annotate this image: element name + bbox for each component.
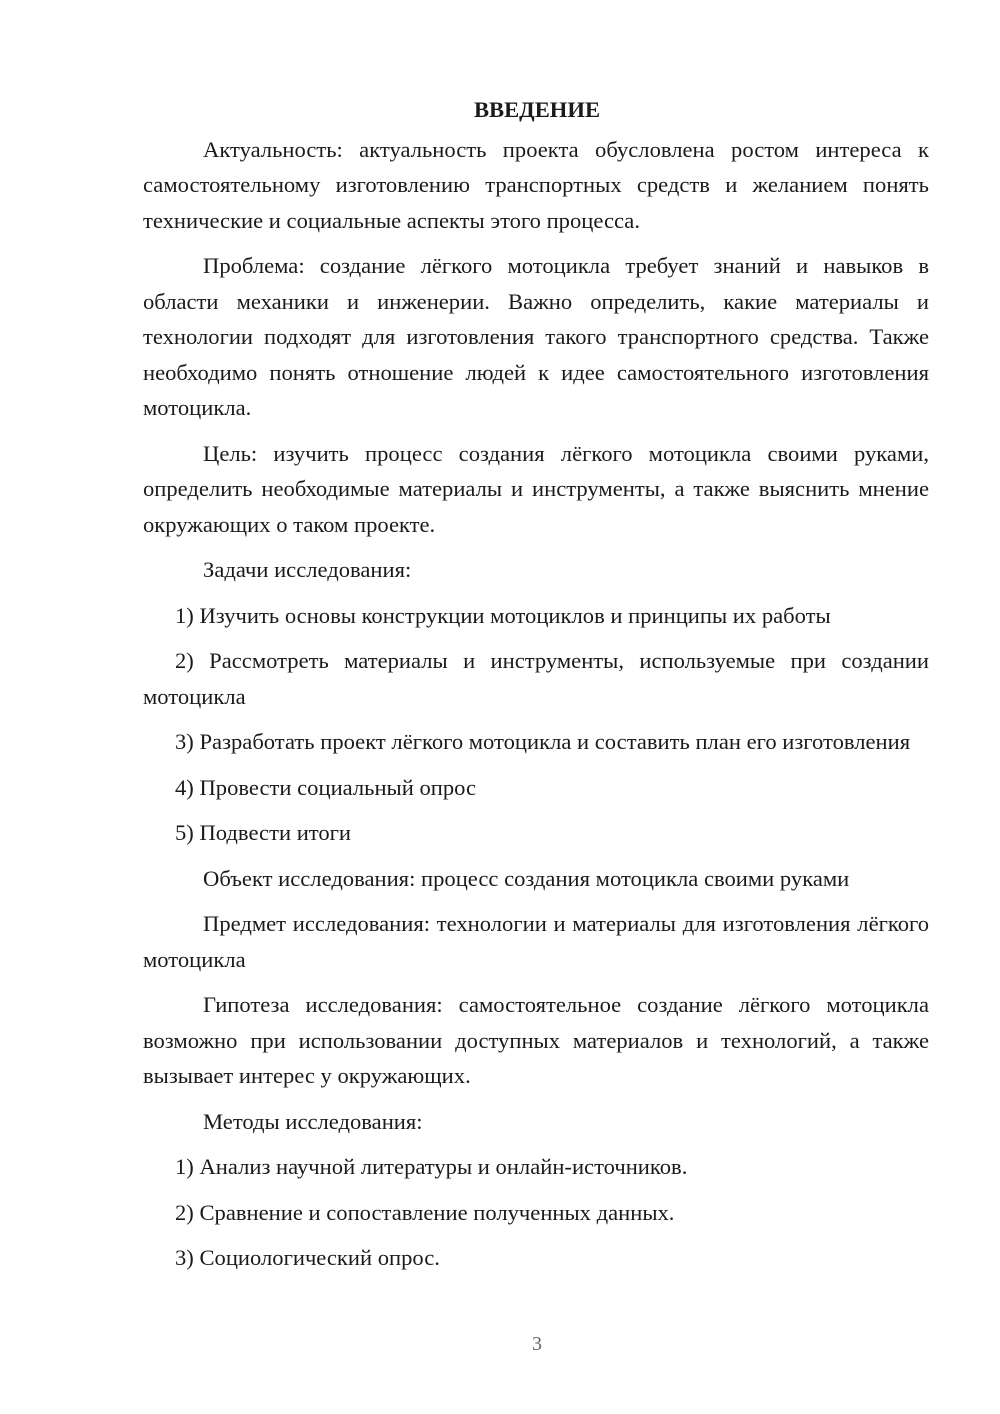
problem-paragraph: Проблема: создание лёгкого мотоцикла требует знаний и навыков в области механики и инженерии. Важно определить, какие материалы и технологии подходят для изготовления такого транспортного средства. Также необходимо понять отношение людей к идее самостоятельного изготовления мотоцикла. — [143, 253, 929, 420]
method-item: 1) Анализ научной литературы и онлайн-источников. — [175, 1154, 688, 1179]
subject-paragraph: Предмет исследования: технологии и материалы для изготовления лёгкого мотоцикла — [143, 911, 929, 972]
method-item: 3) Социологический опрос. — [175, 1245, 440, 1270]
method-item: 2) Сравнение и сопоставление полученных данных. — [175, 1199, 675, 1225]
task-item: 1) Изучить основы конструкции мотоциклов и принципы их работы — [175, 602, 831, 628]
section-title: ВВЕДЕНИЕ — [473, 97, 601, 122]
task-item: 3) Разработать проект лёгкого мотоцикла и составить план его изготовления — [175, 729, 911, 754]
page-content — [143, 92, 929, 1286]
goal-paragraph: Цель: изучить процесс создания лёгкого мотоцикла своими руками, определить необходимые материалы и инструменты, а также выяснить мнение окружающих о таком проекте. — [143, 440, 929, 537]
task-item: 2) Рассмотреть материалы и инструменты, используемые при создании мотоцикла — [143, 648, 929, 709]
page-number: 3 — [532, 1333, 542, 1355]
methods-heading: Методы исследования: — [203, 1108, 423, 1134]
task-item: 4) Провести социальный опрос — [175, 774, 477, 800]
relevance-paragraph: Актуальность: актуальность проекта обусловлена ростом интереса к самостоятельному изготовлению транспортных средств и желанием понять технические и социальные аспекты этого процесса. — [143, 136, 929, 233]
hypothesis-paragraph: Гипотеза исследования: самостоятельное создание лёгкого мотоцикла возможно при использовании доступных материалов и технологий, а также вызывает интерес у окружающих. — [143, 992, 929, 1088]
object-paragraph: Объект исследования: процесс создания мотоцикла своими руками — [203, 865, 850, 891]
tasks-heading: Задачи исследования: — [203, 557, 412, 582]
task-item: 5) Подвести итоги — [175, 820, 352, 845]
